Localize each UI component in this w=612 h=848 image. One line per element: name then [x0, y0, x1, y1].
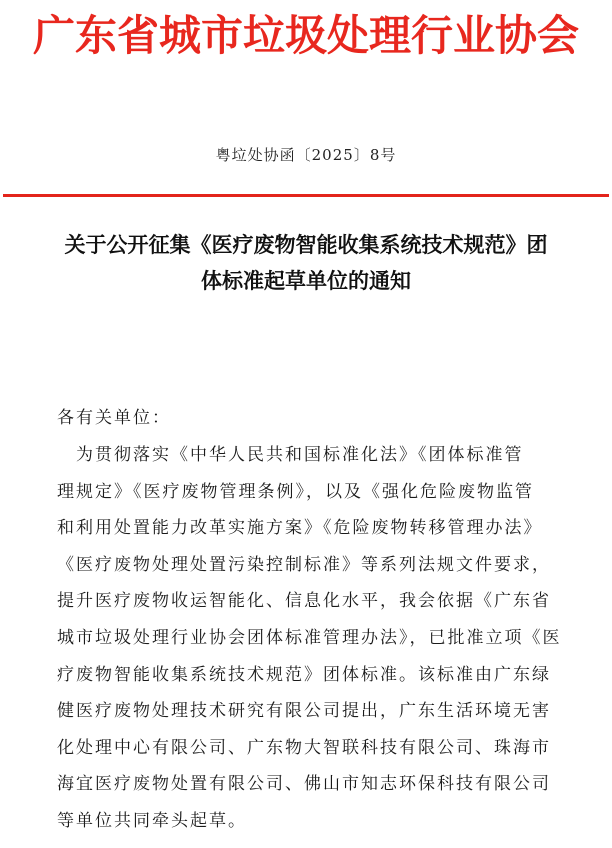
organization-letterhead: 广东省城市垃圾处理行业协会	[32, 11, 579, 60]
body-line: 等单位共同牵头起草。	[57, 811, 247, 831]
salutation: 各有关单位：	[57, 408, 171, 428]
document-number: 粤垃处协函〔2025〕8号	[215, 146, 397, 164]
body-line: 化处理中心有限公司、广东物大智联科技有限公司、珠海市	[57, 737, 551, 758]
body-line: 《医疗废物处理处置污染控制标准》等系列法规文件要求，	[57, 554, 551, 575]
body-line: 海宜医疗废物处置有限公司、佛山市知志环保科技有限公司	[57, 774, 551, 795]
notice-title-line-2: 体标准起草单位的通知	[201, 269, 411, 293]
body-line: 提升医疗废物收运智能化、信息化水平，我会依据《广东省	[57, 591, 551, 612]
body-line: 健医疗废物处理技术研究有限公司提出，广东生活环境无害	[57, 701, 551, 722]
body-line: 城市垃圾处理行业协会团体标准管理办法》，已批准立项《医	[57, 628, 562, 648]
body-line: 为贯彻落实《中华人民共和国标准化法》《团体标准管	[57, 445, 524, 465]
body-line: 理规定》《医疗废物管理条例》，以及《强化危险废物监管	[57, 481, 534, 502]
body-line: 和利用处置能力改革实施方案》《危险废物转移管理办法》	[57, 518, 543, 539]
letterhead-divider	[3, 194, 609, 197]
body-line: 疗废物智能收集系统技术规范》团体标准。该标准由广东绿	[57, 664, 551, 685]
notice-title-line-1: 关于公开征集《医疗废物智能收集系统技术规范》团	[64, 233, 548, 257]
